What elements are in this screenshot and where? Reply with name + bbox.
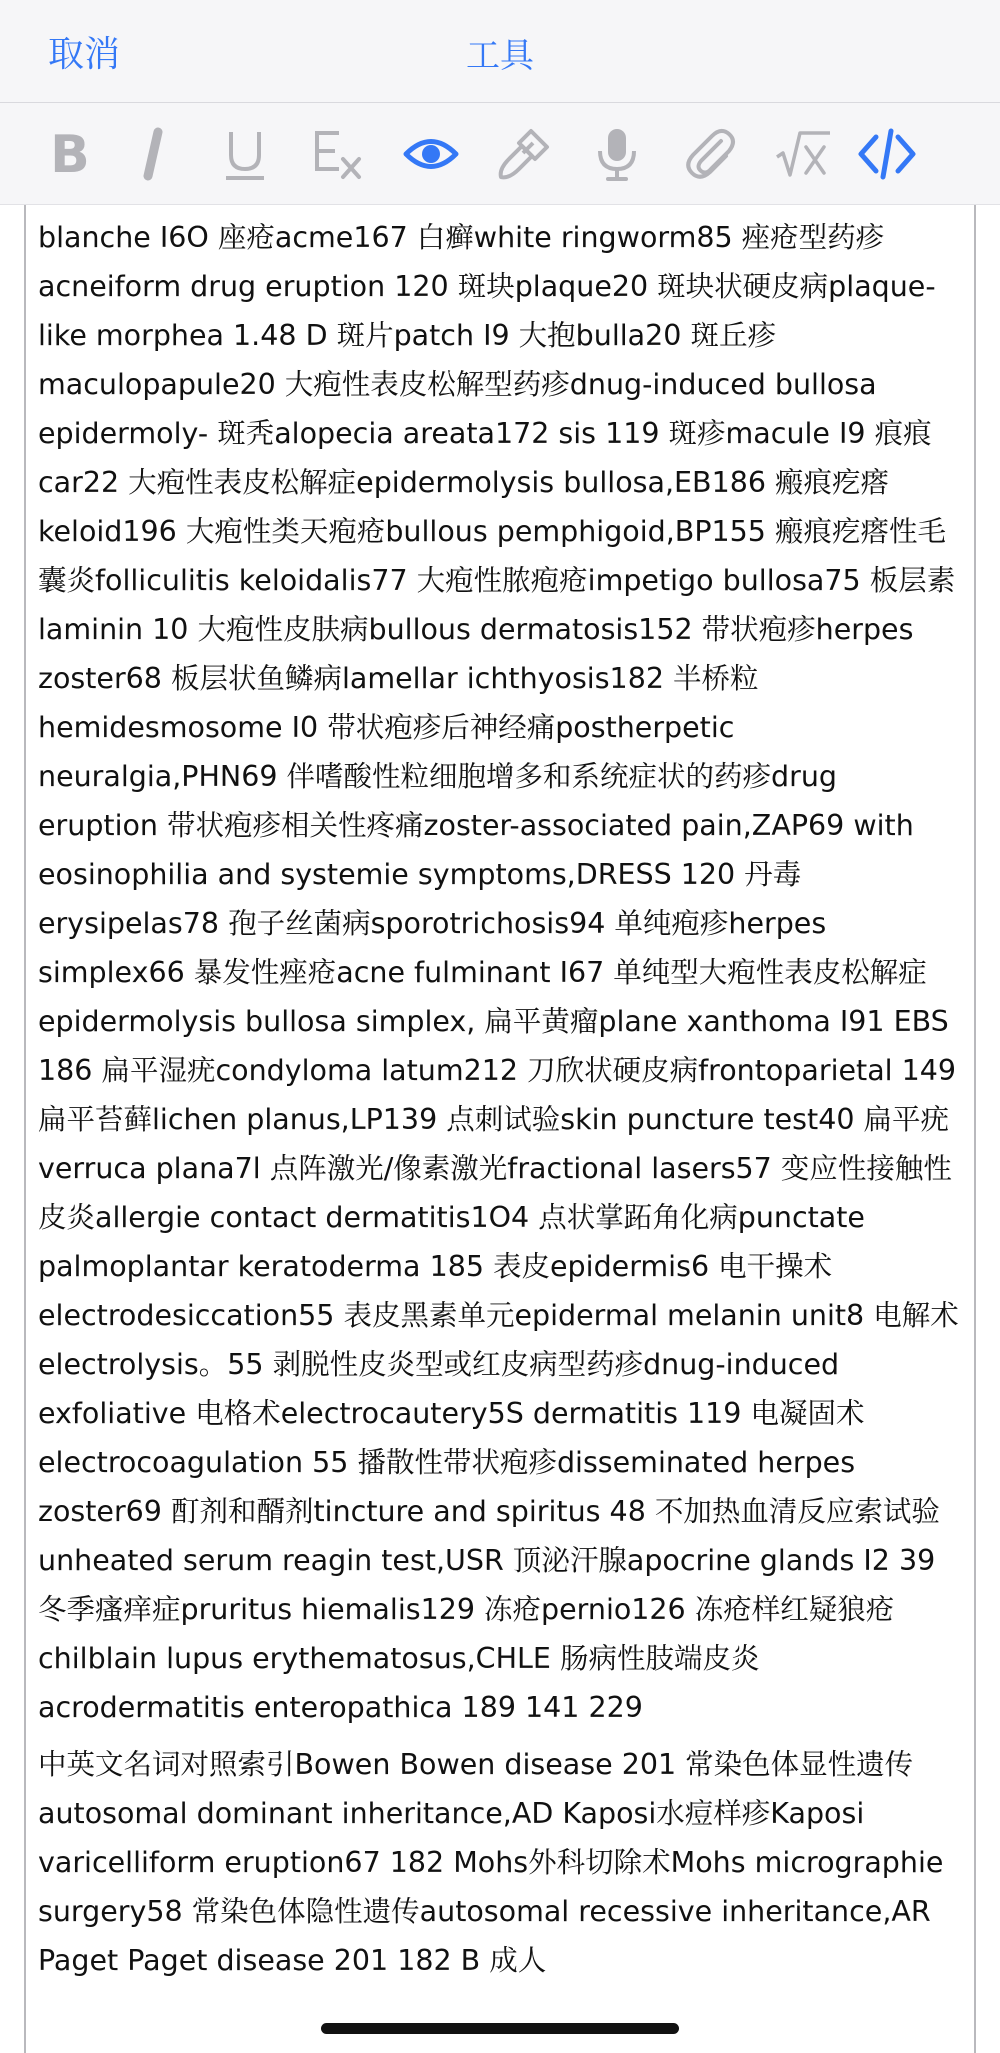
paragraph-index-entries: blanche I6O 座疮acme167 白癣white ringworm85 痤疮型药疹acneiform drug eruption 120 斑块plaque20 斑块状硬皮病plaque-like morphea 1.48 D 斑片patch I9 大抱bulla20 斑丘疹maculopapule20 大疱性表皮松解型药疹dnug-induced bullosa epidermoly- 斑秃alopecia areata172 sis 119 斑疹macule I9 痕痕car22 大疱性表皮松解症epidermolysis bullosa,EB186 瘢痕疙瘩keloid196 大疱性类天疱疮bullous pemphigoid,BP155 瘢痕疙瘩性毛囊炎folliculitis keloidalis77 大疱性脓疱疮impetigo bullosa75 板层素laminin 10 大疱性皮肤病bullous dermatosis152 带状疱疹herpes zoster68 板层状鱼鳞病lamellar ichthyosis182 半桥粒hemidesmosome I0 带状疱疹后神经痛postherpetic neuralgia,PHN69 伴嗜酸性粒细胞增多和系统症状的药疹drug eruption 带状疱疹相关性疼痛zoster-associated pain,ZAP69 with eosinophilia and systemie symptoms,DRESS 120 丹毒erysipelas78 孢子丝菌病sporotrichosis94 单纯疱疹herpes simplex66 暴发性痤疮acne fulminant I67 单纯型大疱性表皮松解症epidermolysis bullosa simplex, 扁平黄瘤plane xanthoma I91 EBS 186 扁平湿疣condyloma latum212 刀欣状硬皮病frontoparietal 149 扁平苔藓lichen planus,LP139 点刺试验skin puncture test40 扁平疣verruca plana7l 点阵激光/像素激光fractional lasers57 变应性接触性皮炎allergie contact dermatitis1O4 点状掌跖角化病punctate palmoplantar keratoderma 185 表皮epidermis6 电干操术electrodesiccation55 表皮黑素单元epidermal melanin unit8 电解术electrolysis。55 剥脱性皮炎型或红皮病型药疹dnug-induced exfoliative 电格术electrocautery5S dermatitis 119 电凝固术electrocoagulation 55 播散性带状疱疹disseminated herpes zoster69 酊剂和醑剂tincture and spiritus 48 不加热血清反应索试验unheated serum reagin test,USR 顶泌汗腺apocrine glands I2 39 冬季瘙痒症pruritus hiemalis129 冻疮pernio126 冻疮样红疑狼疮chilblain lupus erythematosus,CHLE 肠病性肢端皮炎acrodermatitis enteropathica 189 141 229 bbox=[38, 221, 959, 1724]
attachment-button[interactable] bbox=[675, 119, 745, 189]
microphone-icon bbox=[588, 125, 646, 183]
italic-button[interactable] bbox=[118, 119, 188, 189]
paperclip-icon bbox=[681, 125, 739, 183]
formula-button[interactable] bbox=[768, 119, 838, 189]
brush-button[interactable] bbox=[489, 119, 559, 189]
bold-icon bbox=[41, 125, 99, 183]
italic-icon bbox=[124, 125, 182, 183]
underline-icon bbox=[216, 125, 274, 183]
underline-button[interactable] bbox=[210, 119, 280, 189]
microphone-button[interactable] bbox=[582, 119, 652, 189]
square-root-icon bbox=[774, 125, 832, 183]
formatting-toolbar bbox=[0, 103, 1000, 205]
editor-content[interactable] bbox=[24, 205, 976, 2053]
navigation-bar bbox=[0, 0, 1000, 103]
eye-icon bbox=[402, 125, 460, 183]
home-indicator bbox=[321, 2023, 679, 2034]
clear-format-button[interactable] bbox=[303, 119, 373, 189]
code-view-button[interactable] bbox=[852, 119, 922, 189]
code-icon bbox=[858, 125, 916, 183]
svg-text:B: B bbox=[50, 125, 90, 183]
bold-button[interactable] bbox=[35, 119, 105, 189]
brush-icon bbox=[495, 125, 553, 183]
clear-format-icon bbox=[309, 125, 367, 183]
preview-button[interactable] bbox=[396, 119, 466, 189]
cancel-button[interactable]: 取消 bbox=[48, 26, 120, 77]
page-title: 工具 bbox=[466, 36, 534, 76]
paragraph-index-title: 中英文名词对照索引Bowen Bowen disease 201 常染色体显性遗传autosomal dominant inheritance,AD Kaposi水痘样疹Kaposi varicelliform eruption67 182 Mohs外科切除术Mohs micrographie surgery58 常染色体隐性遗传autosomal recessive inheritance,AR Paget Paget disease 201 182 B 成人 bbox=[38, 1748, 944, 1977]
